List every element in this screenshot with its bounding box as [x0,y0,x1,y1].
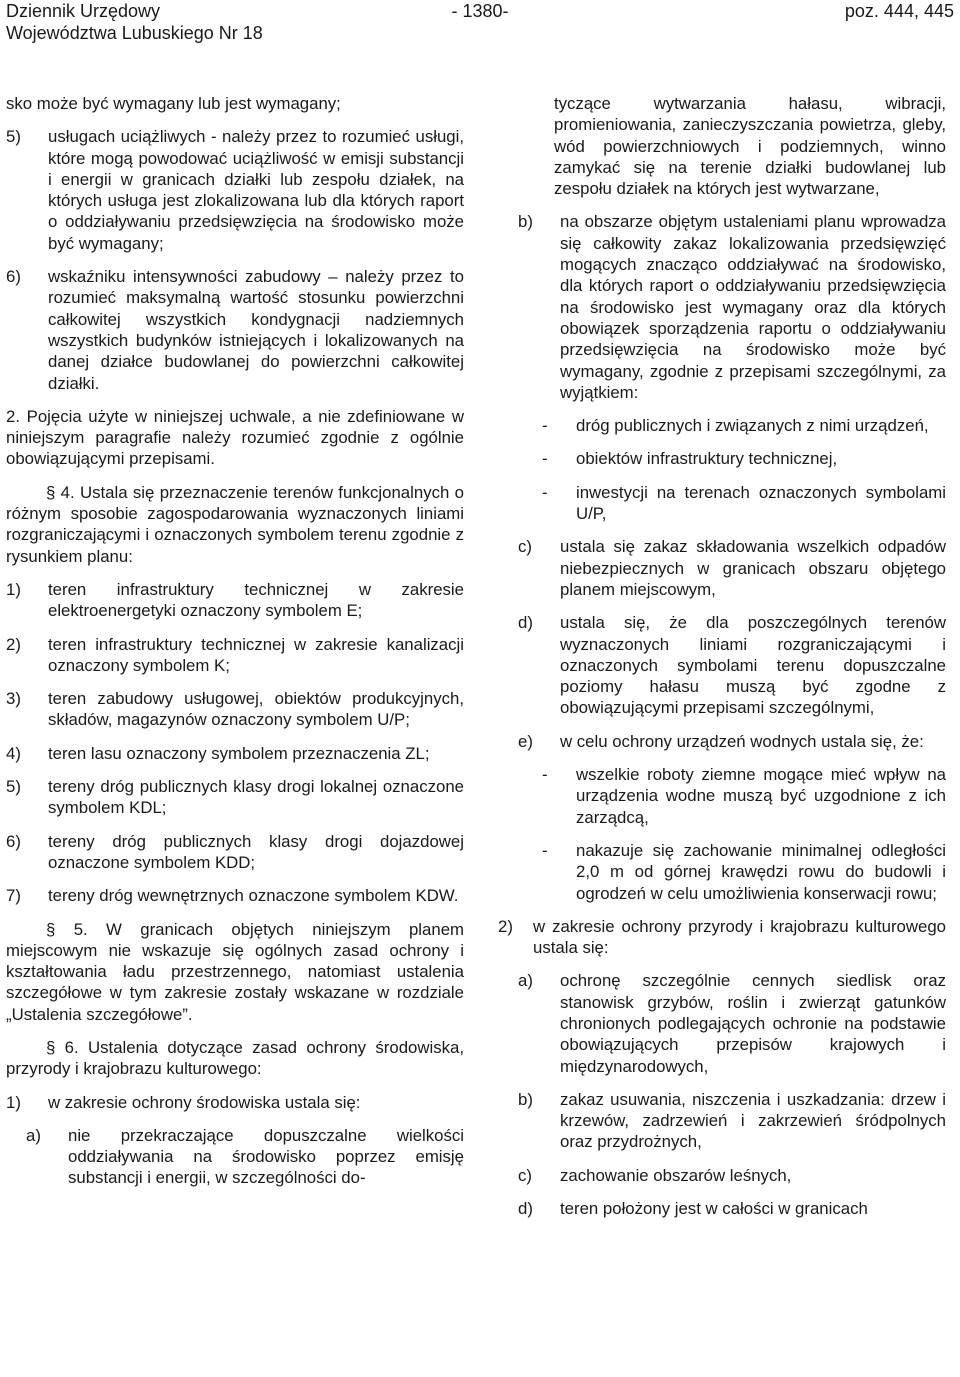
list-item [518,970,946,1076]
list-text: zachowanie obszarów leśnych, [560,1165,792,1185]
dash-list [534,764,946,904]
list-marker: c) [518,537,532,557]
section-6: § 6. Ustalenia dotyczące zasad ochrony środowiska, przyrody i krajobrazu kulturowego: [6,1037,464,1079]
list-item [518,211,946,403]
list-item [518,1198,946,1219]
list-text: ustala się zakaz składowania wszelkich odpadów niebezpiecznych w granicach obszaru objętego planem miejscowym, [560,537,946,599]
dash-marker: - [542,765,548,785]
list-marker: d) [518,1199,533,1219]
list-marker: c) [518,1165,532,1185]
list-text: obiektów infrastruktury technicznej, [576,449,838,469]
dash-item [534,840,946,904]
list-marker: e) [518,731,533,751]
list-item [6,634,464,677]
list-text: ustala się, że dla poszczególnych terenów wyznaczonych liniami rozgraniczającymi i oznaczonych symbolami terenu dopuszczalne poziomy hałasu muszą być zgodne z obowiązującymi przepisami szczególnymi, [560,613,946,718]
section-4: § 4. Ustala się przeznaczenie terenów funkcjonalnych o różnym sposobie zagospodarowania wyznaczonych liniami rozgraniczającymi i oznaczonych symbolem terenu zgodnie z rysunkiem planu: [6,482,464,566]
dash-item [534,764,946,828]
list-text: w zakresie ochrony środowiska ustala się: [48,1092,361,1112]
list-item [26,1125,464,1189]
list-marker: 6) [6,267,21,287]
list-text: teren zabudowy usługowej, obiektów produkcyjnych, składów, magazynów oznaczony symbolem U/P; [48,689,464,730]
list-item [518,1089,946,1153]
list-item [6,776,464,819]
position-ref: poz. 444, 445 [844,1,954,21]
list-text: nie przekraczające dopuszczalne wielkości oddziaływania na środowisko poprzez emisję substancji i energii, w szczególności do- [68,1125,464,1188]
dash-item [534,415,946,436]
journal-issue: Województwa Lubuskiego Nr 18 [6,23,263,43]
dash-marker: - [542,416,548,436]
list-text: teren położony jest w całości w granicach [560,1199,868,1219]
list-text: nakazuje się zachowanie minimalnej odległości 2,0 m od górnej krawędzi rowu do budowli i ogrodzeń w celu umożliwienia konserwacji rowu; [576,840,946,903]
list-item [6,831,464,874]
list-marker: b) [518,212,533,232]
list-text: w celu ochrony urządzeń wodnych ustala się, że: [560,731,924,751]
list-marker: 2) [498,916,513,936]
list-marker: 5) [6,127,21,147]
list-item [6,1092,464,1113]
list-item [518,1165,946,1186]
list-item [518,536,946,600]
list-item [6,743,464,764]
list-text: dróg publicznych i związanych z nimi urządzeń, [576,416,929,436]
page-number: - 1380- [451,1,509,21]
list-text: tereny dróg publicznych klasy drogi dojazdowej oznaczone symbolem KDD; [48,831,464,872]
dash-marker: - [542,840,548,860]
journal-name: Dziennik Urzędowy [6,1,161,21]
right-column [498,93,946,1231]
list-item [518,731,946,752]
dash-item [534,448,946,469]
list-marker: 1) [6,1092,21,1112]
definition-item-5 [6,126,464,254]
list-text: teren lasu oznaczony symbolem przeznaczenia ZL; [48,743,430,763]
list-marker: d) [518,613,533,633]
list-item [6,688,464,731]
list-item [498,916,946,959]
list-text: teren infrastruktury technicznej w zakresie elektroenergetyki oznaczony symbolem E; [48,579,464,621]
dash-list [534,415,946,524]
list-marker: 7) [6,886,21,906]
dash-marker: - [542,482,548,502]
list-text: wszelkie roboty ziemne mogące mieć wpływ na urządzenia wodne muszą być uzgodnione z ich zarządcą, [576,765,946,827]
list-marker: 5) [6,777,21,797]
dash-item [534,482,946,525]
list-text: w zakresie ochrony przyrody i krajobrazu kulturowego ustala się: [533,916,946,958]
list-marker: a) [26,1125,41,1145]
list-marker: b) [518,1089,533,1109]
list-marker: 1) [6,579,21,599]
list-marker: a) [518,971,533,991]
list-text: teren infrastruktury technicznej w zakresie kanalizacji oznaczony symbolem K; [48,634,464,675]
definition-item-6 [6,266,464,394]
intro-continuation: sko może być wymagany lub jest wymagany; [6,94,341,113]
list-text: na obszarze objętym ustaleniami planu wprowadza się całkowity zakaz lokalizowania przedsięwzięć mogących znacząco oddziaływać na środowisko, dla których raport o oddziaływaniu przedsięwzięcia na środowisko jest wymagany oraz dla których obowiązek sporządzenia raportu o oddziaływaniu przedsięwzięcia na środowisko może być wymagany, zgodnie z przepisami szczególnymi, za wyjątkiem: [560,212,946,402]
list-marker: 4) [6,743,21,763]
list-text: inwestycji na terenach oznaczonych symbolami U/P, [576,482,946,524]
section-5: § 5. W granicach objętych niniejszym planem miejscowym nie wskazuje się ogólnych zasad ochrony i kształtowania ładu przestrzennego, natomiast ustalenia szczegółowe w tym zakresie zostały wskazane w rozdziale „Ustalenia szczegółowe”. [6,919,464,1024]
list-text: usługach uciążliwych - należy przez to rozumieć usługi, które mogą powodować uciążliwość w emisji substancji i energii w granicach działki lub zespołu działek, na których usługa jest zlokalizowana lub dla których raport o oddziaływaniu przedsięwzięcia na środowisko może być wymagany; [48,127,464,253]
list-marker: 3) [6,689,21,709]
list-marker: 2) [6,634,21,654]
list-item [6,579,464,622]
continuation-text: tyczące wytwarzania hałasu, wibracji, promieniowania, zanieczyszczania powietrza, gleby, wód powierzchniowych i podziemnych, winno zamykać się na terenie działki budowlanej lub zespołu działek na których jest wytwarzane, [554,94,946,199]
list-marker: 6) [6,831,21,851]
list-item [518,612,946,718]
paragraph-2: 2. Pojęcia użyte w niniejszej uchwale, a nie zdefiniowane w niniejszym paragrafie należy rozumieć zgodnie z ogólnie obowiązującymi przepisami. [6,406,464,469]
list-text: wskaźniku intensywności zabudowy – należy przez to rozumieć maksymalną wartość stosunku powierzchni całkowitej wszystkich kondygnacji nadziemnych wszystkich budynków istniejących i lokalizowanych na danej działce budowlanej do powierzchni całkowitej działki. [48,267,464,393]
dash-marker: - [542,449,548,469]
left-column [6,93,464,1201]
list-item [6,885,464,906]
list-text: zakaz usuwania, niszczenia i uszkadzania: drzew i krzewów, zadrzewień i zakrzewień śródpolnych oraz przydrożnych, [560,1089,946,1152]
list-text: tereny dróg publicznych klasy drogi lokalnej oznaczone symbolem KDL; [48,777,464,818]
list-text: tereny dróg wewnętrznych oznaczone symbolem KDW. [48,886,459,906]
page-header [6,0,954,44]
list-text: ochronę szczególnie cennych siedlisk oraz stanowisk grzybów, roślin i zwierząt gatunków chronionych podlegających ochronie na podstawie obowiązujących przepisów krajowych i międzynarodowych, [560,971,946,1076]
